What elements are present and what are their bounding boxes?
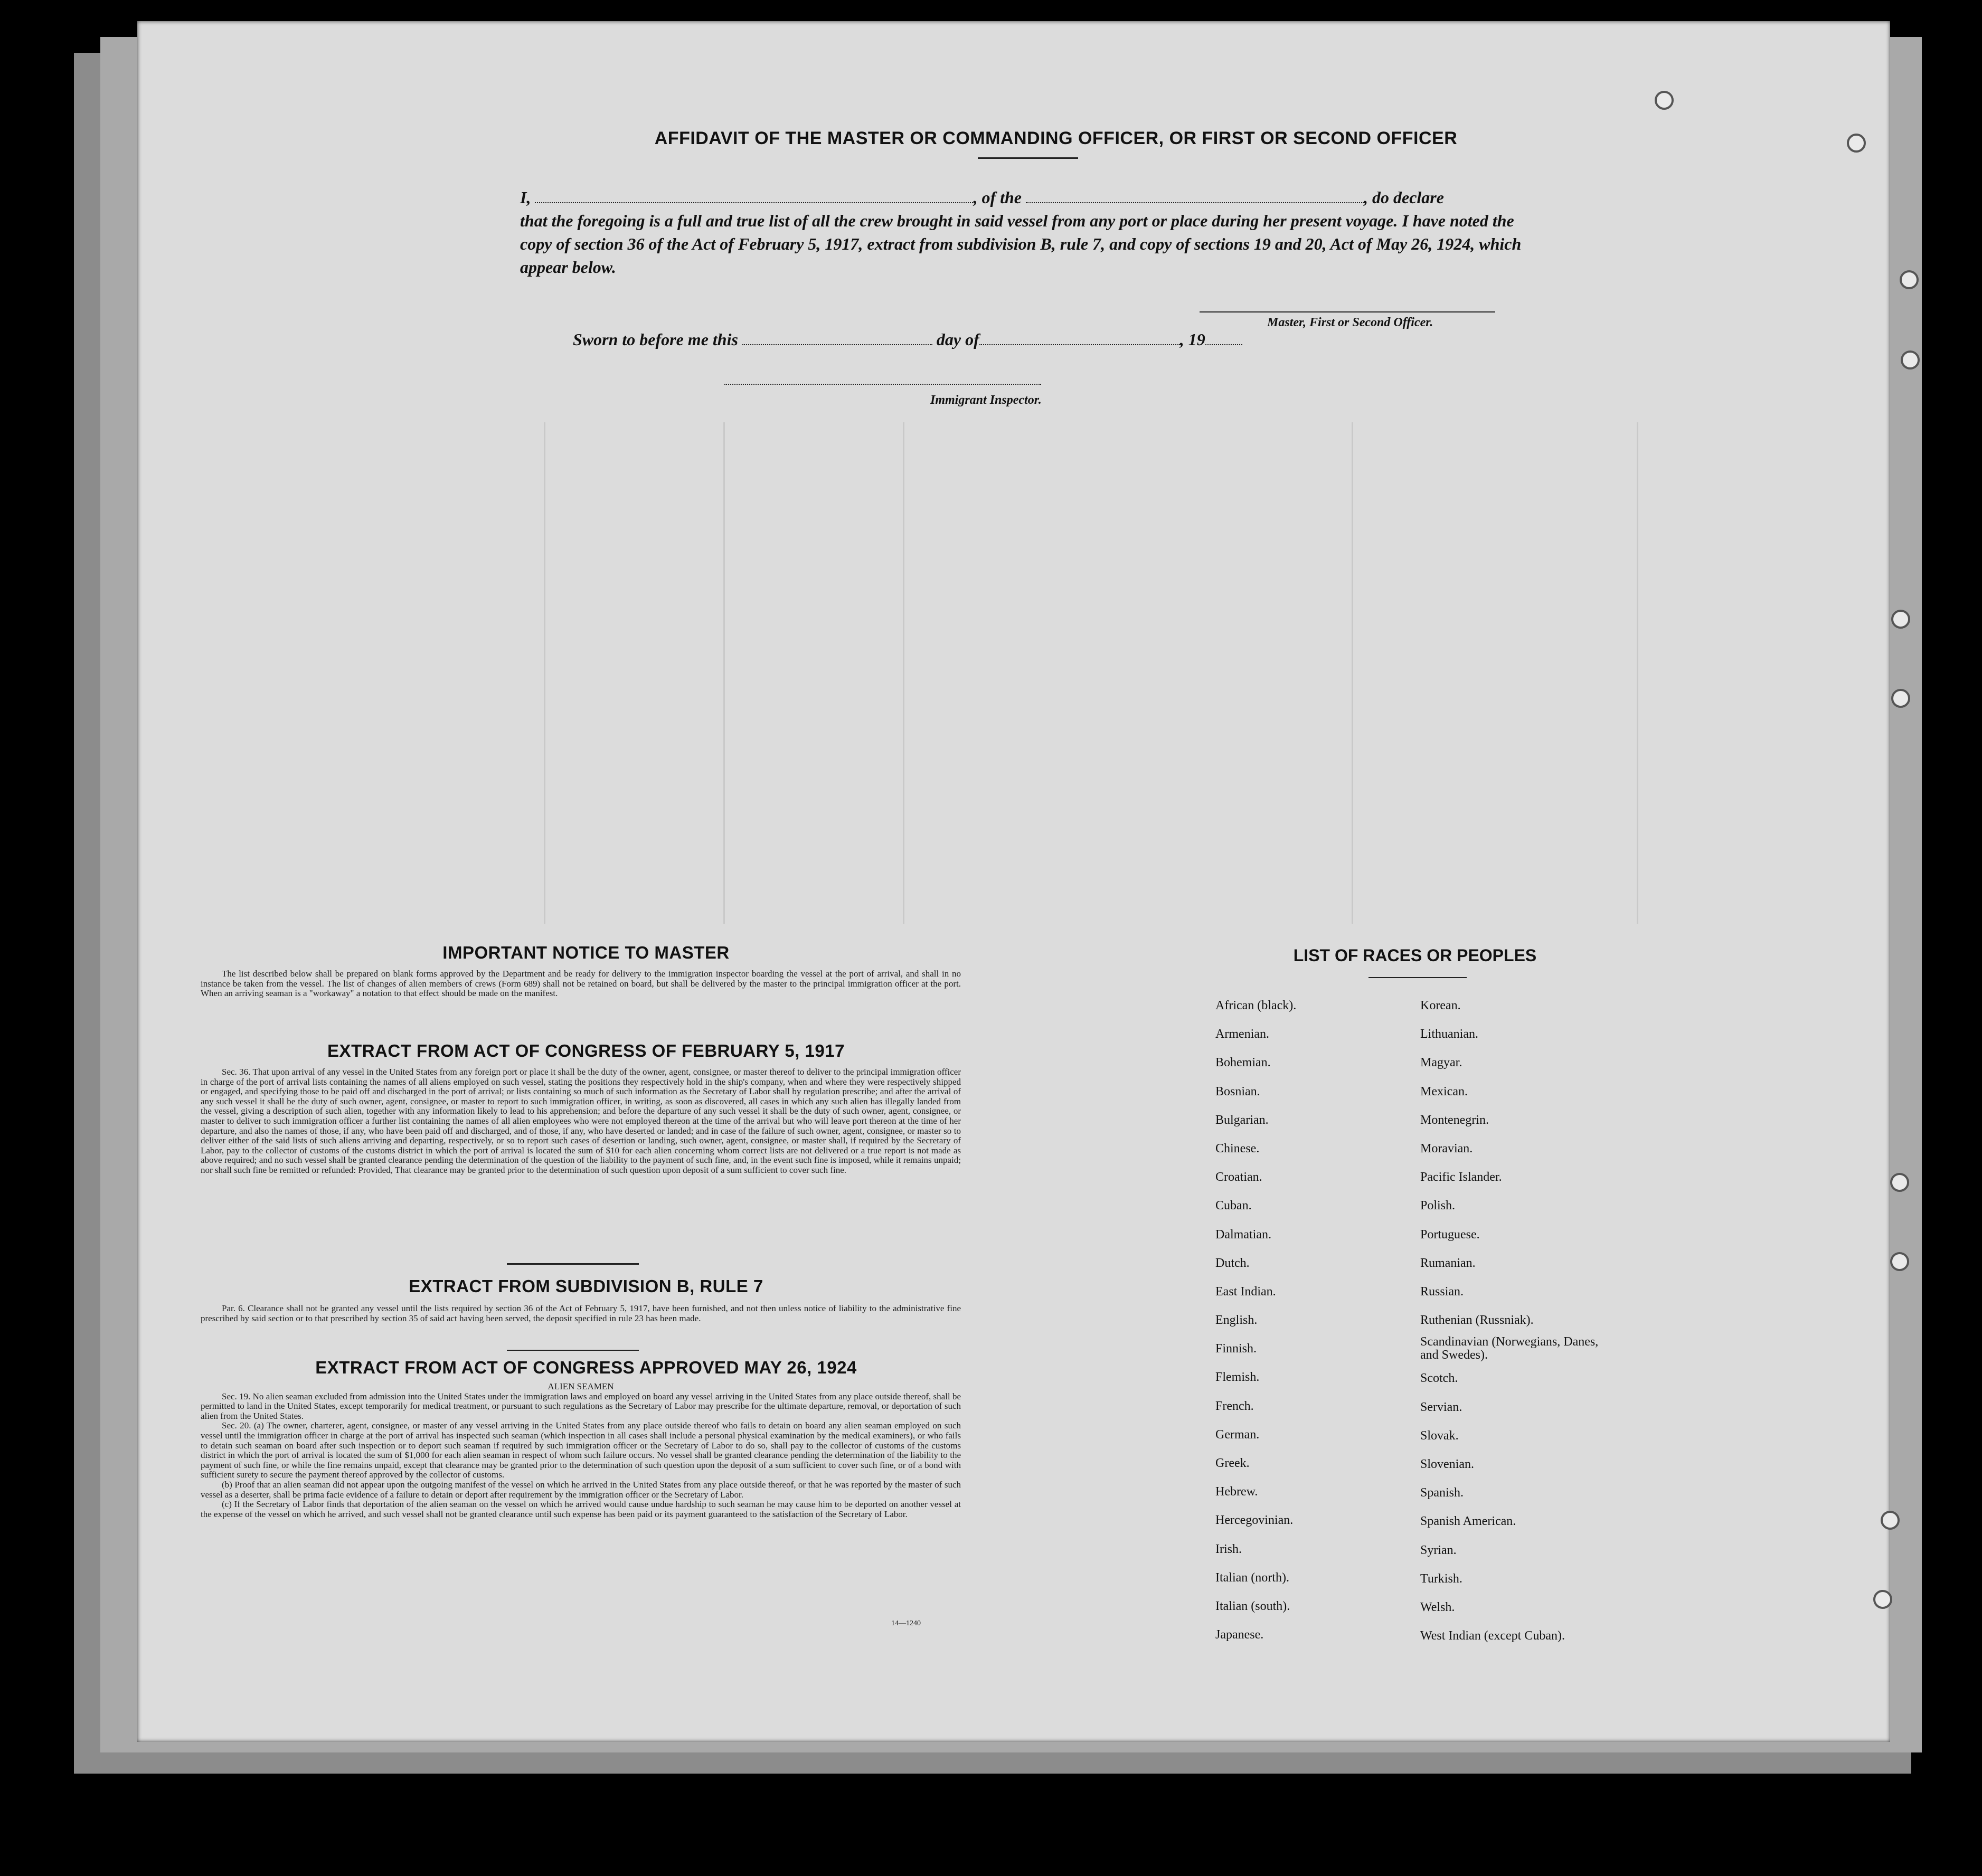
race-item: Flemish. [1215,1370,1260,1385]
bleed-through-column [1352,422,1353,924]
race-item: Pacific Islander. [1420,1170,1502,1185]
sworn-label: Sworn to before me this [573,330,738,349]
punch-hole-icon [1873,1590,1892,1609]
extract-1917-title: EXTRACT FROM ACT OF CONGRESS OF FEBRUARY 5, 1917 [327,1041,845,1060]
punch-hole-icon [1881,1511,1900,1530]
race-item: Portuguese. [1420,1227,1480,1242]
punch-hole-icon [1847,134,1866,153]
race-item: Magyar. [1420,1056,1462,1070]
race-item: Armenian. [1215,1027,1269,1041]
race-item: Finnish. [1215,1342,1257,1356]
punch-hole-icon [1900,270,1919,289]
section-36-paragraph: Sec. 36. That upon arrival of any vessel in the United States from any foreign port or place it shall be the duty of the owner, agent, consignee, or master thereof to deliver to the principal immigration officer in charge of the port of arrival lists containing the names of all aliens employed on such vessel, stating the positions they respectively hold in the ship's company, when and where they were respectively shipped or engaged, and specifying those to be paid off and discharged in the port of arrival; or lists containing so much of such information as the Secretary of Labor shall by regulation prescribe; and after the arrival of any such vessel it shall be the duty of such owner, agent, consignee, or master to report to such immigration officer, in writing, as soon as discovered, all cases in which any such alien has illegally landed from the vessel, giving a description of such alien, together with any information likely to lead to his apprehension; and before the departure of any such vessel it shall be the duty of such owner, agent, consignee, or master to deliver to such immigration officer a further list containing the names of all alien employees who were not employed thereon at the time of the arrival but who will leave port thereon at the time of her departure, and also the names of those, if any, who have been paid off and discharged, and of those, if any, who have deserted or landed; and in case of the failure of such owner, agent, consignee, or master so to deliver either of the said lists of such aliens arriving and departing, respectively, or so to report such cases of desertion or landing, such owner, agent, consignee, or master shall, if required by the Secretary of Labor, pay to the collector of customs of the customs district in which the port of arrival is located the sum of $10 for each alien concerning whom correct lists are not delivered or a true report is not made as above required; and no such vessel shall be granted clearance pending the determination of the question of the liability to the payment of such fine, and, in the event such fine is imposed, while it remains unpaid; nor shall such fine be remitted or refunded: Provided, That clearance may be granted prior to the determination of such question upon deposit of a sum sufficient to cover such fine. [201,1067,961,1175]
race-item: Syrian. [1420,1543,1457,1557]
races-title-divider [1368,977,1467,978]
section-divider [507,1263,639,1265]
affidavit-title: AFFIDAVIT OF THE MASTER OR COMMANDING OFFICER, OR FIRST OR SECOND OFFICER [654,128,1458,148]
extract-1924-title: EXTRACT FROM ACT OF CONGRESS APPROVED MAY 26, 1924 [315,1358,857,1377]
section-20a-paragraph: Sec. 20. (a) The owner, charterer, agent, consignee, or master of any vessel arriving in the United States from any place outside thereof who fails to detain on board any alien seaman employed on such vessel until the immigration officer in charge at the port of arrival has inspected such seaman (which inspection in all cases shall include a personal physical examination by the medical examiners), or who fails to detain such seaman on board after such inspection or to deport such seaman if required by such immigration officer or the Secretary of Labor to do so, shall pay to the collector of customs of the customs district in which the port of arrival is located the sum of $1,000 for each alien seaman in respect of whom such failure occurs. No vessel shall be granted clearance pending the determination of the liability to the payment of such fine, or while the fine remains unpaid, except that clearance may be granted prior to the determination of such question upon the deposit of a sum sufficient to cover such fine, or of a bond with sufficient surety to secure the payment thereof approved by the collector of customs. [201,1420,961,1480]
extract-1924-text [201,1382,961,1519]
notice-text [201,969,961,999]
race-item: Mexican. [1420,1084,1468,1098]
race-item: Dalmatian. [1215,1227,1271,1242]
punch-hole-icon [1901,350,1920,369]
sworn-month-field[interactable] [979,330,1180,345]
master-signature-line[interactable] [1200,311,1495,312]
punch-hole-icon [1655,91,1674,110]
race-item: Bosnian. [1215,1084,1260,1098]
sworn-statement [573,330,1312,349]
inspector-caption: Immigrant Inspector. [930,393,1042,407]
bleed-through-column [723,422,725,924]
races-right-column [1420,991,1600,1650]
master-signature-caption: Master, First or Second Officer. [1267,316,1433,329]
of-the-label: , of the [973,188,1022,207]
race-item: Cuban. [1215,1199,1252,1213]
race-item: Spanish. [1420,1486,1464,1500]
race-item: Polish. [1420,1199,1456,1213]
section-19-paragraph: Sec. 19. No alien seaman excluded from admission into the United States under the immigration laws and employed on board any vessel arriving in the United States from any place outside thereof, shall be permitted to land in the United States, except temporarily for medical treatment, or pursuant to such regulations as the Secretary of Labor may prescribe for the ultimate departure, removal, or deportation of such alien from the United States. [201,1391,961,1421]
race-item: Rumanian. [1420,1256,1476,1270]
races-title: LIST OF RACES OR PEOPLES [1293,946,1537,965]
race-item: Montenegrin. [1420,1113,1489,1127]
races-left-column [1215,991,1296,1649]
race-item: English. [1215,1313,1258,1328]
race-item: Irish. [1215,1542,1242,1556]
par-6-paragraph: Par. 6. Clearance shall not be granted any vessel until the lists required by section 36 of the Act of February 5, 1917, have been furnished, and not then unless notice of liability to the administrative fine prescribed by said section or to that prescribed by section 35 of said act having been served, the deposit specified in rule 23 has been made. [201,1303,961,1323]
declaration-first-line [520,186,1528,209]
alien-seamen-subtitle: ALIEN SEAMEN [548,1381,614,1391]
do-declare-label: , do declare [1364,188,1444,207]
race-item: Italian (north). [1215,1570,1289,1585]
rule7-text [201,1304,961,1323]
race-item: Welsh. [1420,1600,1455,1614]
race-item: Moravian. [1420,1141,1473,1155]
year-prefix: , 19 [1179,330,1205,349]
race-item: Bohemian. [1215,1056,1271,1070]
race-item: West Indian (except Cuban). [1420,1629,1565,1643]
race-item: Hercegovinian. [1215,1513,1294,1528]
race-item: Russian. [1420,1284,1464,1299]
race-item: Ruthenian (Russniak). [1420,1313,1534,1328]
race-item: Scotch. [1420,1371,1458,1386]
race-item: Japanese. [1215,1628,1264,1642]
sworn-year-field[interactable] [1205,330,1242,345]
notice-paragraph: The list described below shall be prepared on blank forms approved by the Department and be ready for delivery to the immigration inspector boarding the vessel at the port of arrival, and shall in no instance be taken from the vessel. The list of changes of alien members of crews (Form 689) shall not be retained on board, but shall be delivered by the master to the principal immigration officer at the port. When an arriving seaman is a "workaway" a notation to that effect should be made on the manifest. [201,969,961,999]
race-item: Dutch. [1215,1256,1250,1270]
section-20b-paragraph: (b) Proof that an alien seaman did not appear upon the outgoing manifest of the vessel on which he arrived in the United States from any place outside thereof, or that he was reported by the master of such vessel as a deserter, shall be prima facie evidence of a failure to detain or deport after requirement by the immigration officer or the Secretary of Labor. [201,1479,961,1500]
race-item: Croatian. [1215,1170,1262,1185]
race-item: Lithuanian. [1420,1027,1478,1041]
bleed-through-column [903,422,904,924]
race-item: French. [1215,1399,1254,1413]
declaration-body: that the foregoing is a full and true list of all the crew brought in said vessel from any port or place during her present voyage. I have noted the copy of section 36 of the Act of February 5, 1917, extract from subdivision B, rule 7, and copy of sections 19 and 20, Act of May 26, 1924, which appear below. [520,211,1522,277]
section-divider [507,1350,639,1351]
affidavit-declaration [520,186,1528,279]
vessel-name-field[interactable] [1026,188,1364,203]
race-item: Italian (south). [1215,1599,1290,1613]
race-item: Slovak. [1420,1428,1459,1443]
race-item: Hebrew. [1215,1485,1258,1499]
punch-hole-icon [1890,1252,1909,1271]
race-item: Korean. [1420,999,1461,1012]
title-divider [978,157,1078,159]
race-item: Spanish American. [1420,1514,1516,1529]
form-number: 14—1240 [891,1619,921,1627]
race-item: Slovenian. [1420,1457,1474,1471]
race-item: Scandinavian (Norwegians, Danes, and Swedes). [1420,1335,1599,1362]
extract-1917-text [201,1067,961,1176]
punch-hole-icon [1891,610,1910,629]
race-item: Turkish. [1420,1571,1462,1586]
race-item: Chinese. [1215,1141,1260,1155]
i-label: I, [520,188,531,207]
race-item: African (black). [1215,999,1297,1012]
race-item: German. [1215,1427,1260,1442]
race-item: Bulgarian. [1215,1113,1269,1127]
race-item: Servian. [1420,1400,1462,1414]
race-item: Greek. [1215,1456,1250,1470]
master-name-field[interactable] [535,188,973,203]
bleed-through-column [544,422,545,924]
section-20c-paragraph: (c) If the Secretary of Labor finds that deportation of the alien seaman on the vessel on which he arrived would cause undue hardship to such seaman he may cause him to be deported on another vessel at the expense of the vessel on which he arrived, and such vessel shall not be granted clearance until such expense has been paid or its payment guaranteed to the satisfaction of the Secretary of Labor. [201,1499,961,1519]
sworn-day-field[interactable] [742,330,932,345]
notice-title: IMPORTANT NOTICE TO MASTER [442,943,730,962]
punch-hole-icon [1890,1173,1909,1192]
punch-hole-icon [1891,689,1910,708]
bleed-through-column [1637,422,1638,924]
inspector-signature-line[interactable] [724,384,1041,385]
race-item: East Indian. [1215,1284,1276,1299]
rule7-title: EXTRACT FROM SUBDIVISION B, RULE 7 [409,1276,763,1296]
day-of-label: day of [936,330,979,349]
